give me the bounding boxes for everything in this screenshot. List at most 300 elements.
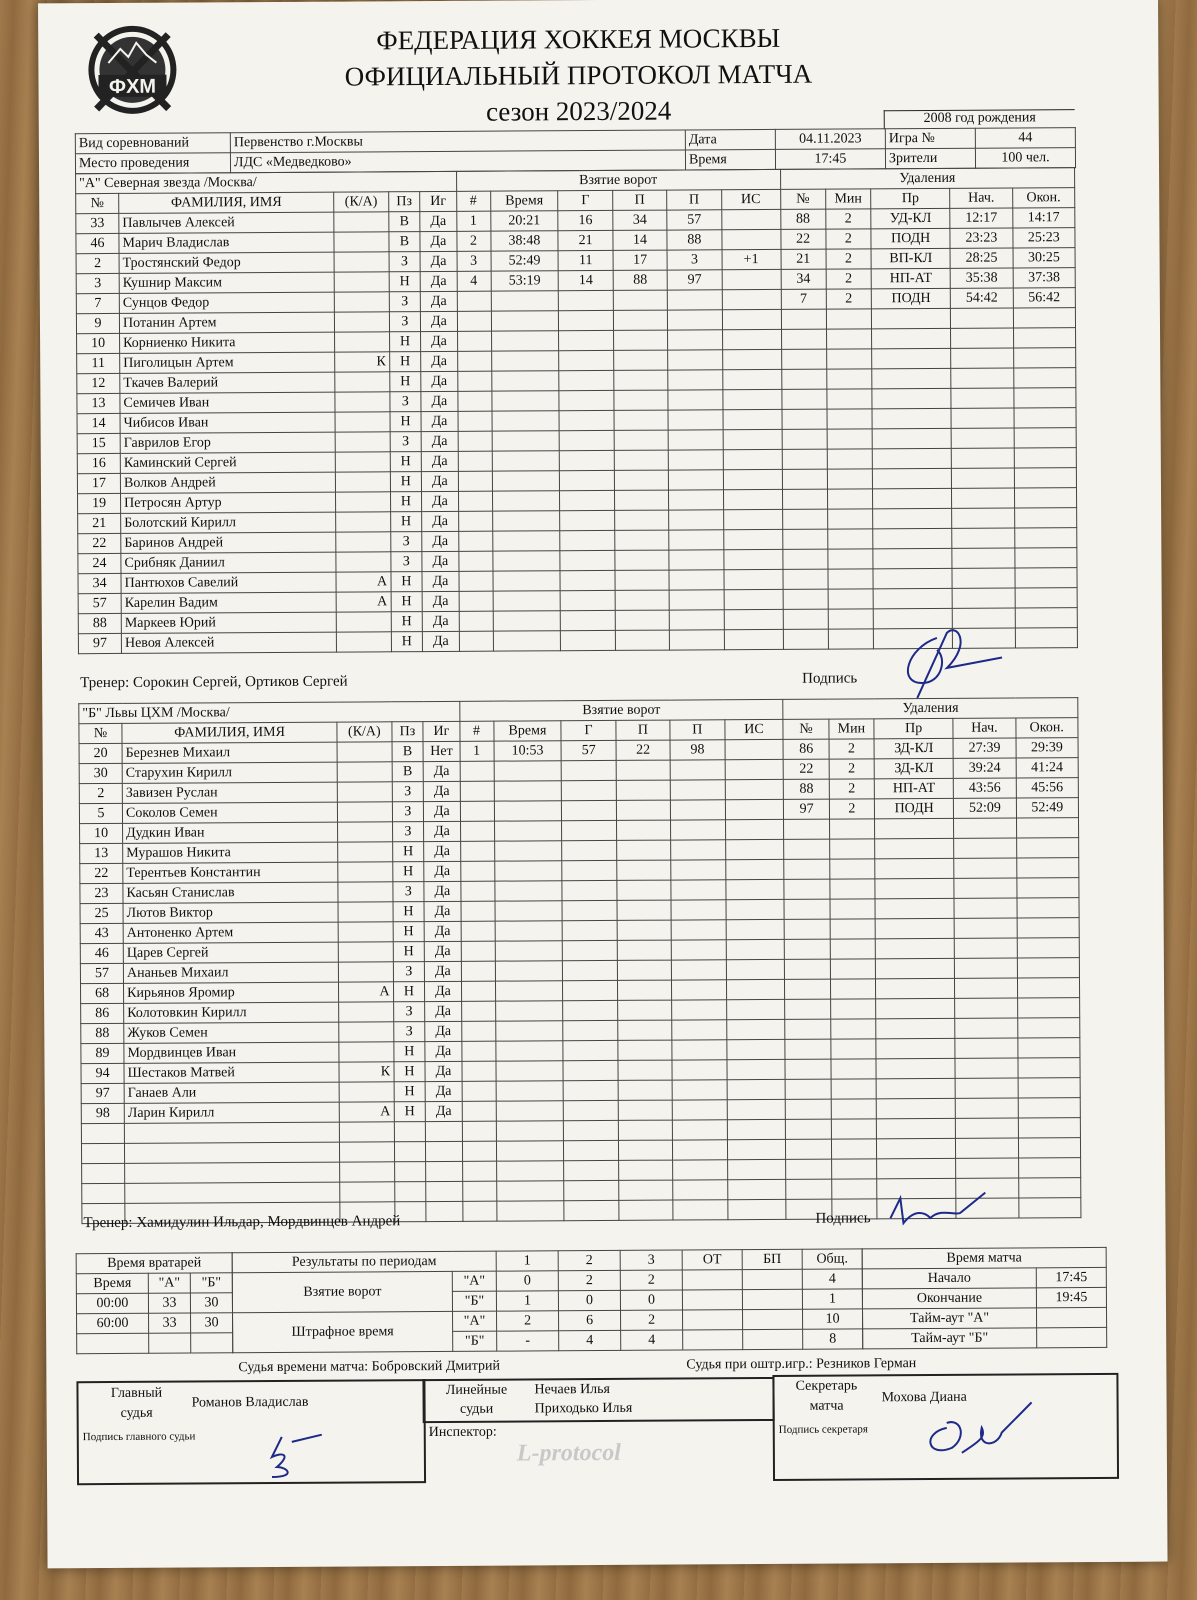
captain-header: (К/А)	[337, 722, 391, 742]
match-start-value: 17:45	[1036, 1267, 1106, 1287]
period-cell: 2	[497, 1311, 559, 1331]
period-cell: 0	[620, 1290, 682, 1310]
penalty-reason	[872, 428, 951, 448]
goalie-time-h-b: "Б"	[190, 1273, 232, 1293]
goal-scorer	[559, 390, 613, 410]
penalty-player	[784, 819, 829, 839]
player-number: 20	[79, 743, 122, 763]
penalty-minutes	[828, 549, 873, 569]
period-cell	[682, 1290, 742, 1310]
game-value: 44	[975, 128, 1075, 149]
goal-time	[491, 331, 559, 351]
player-position: З	[392, 782, 424, 802]
player-position: Н	[389, 332, 421, 352]
penalty-reason-header: Пр	[874, 718, 953, 738]
position-header: Пз	[391, 722, 423, 742]
player-name: Баринов Андрей	[121, 532, 336, 553]
penalty-start	[952, 548, 1014, 568]
penalty-reason	[877, 1138, 956, 1158]
goal-scorer	[559, 370, 613, 390]
player-role	[336, 612, 390, 632]
goal-time: 53:19	[491, 271, 559, 291]
player-number: 2	[76, 253, 119, 273]
penalty-reason	[875, 898, 954, 918]
player-position: Н	[389, 272, 421, 292]
goal-scorer	[560, 570, 614, 590]
player-role	[338, 862, 392, 882]
goal-strength	[722, 389, 781, 409]
total-header: Общ.	[802, 1249, 862, 1269]
goal-index	[458, 451, 492, 471]
goal-assist-1	[614, 430, 668, 450]
goal-strength	[725, 759, 784, 779]
timekeeper: Судья времени матча: Бобровский Дмитрий	[238, 1358, 501, 1376]
goal-strength	[721, 229, 780, 249]
referee-name: Романов Владислав	[191, 1394, 309, 1411]
penalty-end	[1014, 548, 1076, 568]
player-position: Н	[393, 902, 425, 922]
player-played: Да	[424, 901, 460, 921]
penalty-start	[955, 1058, 1017, 1078]
penalty-start	[956, 1118, 1018, 1138]
penalty-reason	[877, 1158, 956, 1178]
player-number-header: №	[79, 723, 122, 743]
goal-time	[495, 981, 563, 1001]
goal-strength	[725, 879, 784, 899]
player-position: З	[392, 882, 424, 902]
player-name: Пиголицын Артем	[120, 352, 335, 373]
goal-index	[458, 551, 492, 571]
goal-strength	[725, 779, 784, 799]
penalty-minutes: 2	[829, 739, 874, 759]
period-2-header: 2	[558, 1250, 620, 1270]
penalties-section-title: Удаления	[780, 168, 1075, 190]
assist-1-header: П	[612, 190, 666, 210]
penalty-end: 29:39	[1016, 738, 1078, 758]
player-played: Да	[422, 511, 458, 531]
goal-index	[458, 531, 492, 551]
penalty-start	[954, 818, 1016, 838]
goal-scorer	[564, 1200, 618, 1220]
player-position: З	[392, 802, 424, 822]
period-cell: 6	[559, 1310, 621, 1330]
goal-index	[457, 351, 491, 371]
player-name-header: ФАМИЛИЯ, ИМЯ	[119, 192, 334, 213]
goal-scorer	[564, 1080, 618, 1100]
player-position	[394, 1122, 426, 1142]
goal-assist-2	[668, 310, 722, 330]
goalie-time-cell: 30	[190, 1293, 232, 1313]
penalty-end	[1018, 1058, 1080, 1078]
team-a-sign-label: Подпись	[802, 670, 858, 687]
goal-index	[460, 821, 494, 841]
goalie-time-h-time: Время	[76, 1273, 148, 1293]
penalty-end: 25:23	[1013, 228, 1075, 248]
goal-strength	[726, 1019, 785, 1039]
penalty-end	[1018, 1078, 1080, 1098]
penalty-minutes	[828, 529, 873, 549]
penalty-start	[956, 1098, 1018, 1118]
player-role: К	[339, 1062, 393, 1082]
goal-assist-1: 22	[616, 740, 670, 760]
assist-2-header: П	[670, 720, 724, 740]
timeout-b-label: Тайм-аут "Б"	[863, 1328, 1037, 1349]
penalty-player	[784, 879, 829, 899]
goal-scorer	[564, 1160, 618, 1180]
player-number	[81, 1123, 124, 1143]
player-played: Да	[421, 411, 457, 431]
penalty-reason	[875, 878, 954, 898]
player-played: Да	[422, 571, 458, 591]
player-position	[394, 1142, 426, 1162]
goal-scorer: 21	[558, 230, 612, 250]
player-position: Н	[394, 1062, 426, 1082]
penalty-reason	[875, 918, 954, 938]
player-played: Да	[421, 391, 457, 411]
goal-index: 3	[457, 251, 491, 271]
team-a-marker: "А"	[452, 1271, 496, 1291]
goal-strength	[725, 739, 784, 759]
penalty-player	[782, 429, 827, 449]
penalty-player	[783, 629, 828, 649]
goal-assist-2	[672, 1040, 726, 1060]
penalty-reason	[875, 958, 954, 978]
player-name: Петросян Артур	[121, 492, 336, 513]
goal-scorer	[560, 430, 614, 450]
goal-time	[494, 841, 562, 861]
player-name: Касьян Станислав	[123, 882, 338, 903]
penalty-reason	[873, 528, 952, 548]
penalty-player: 22	[784, 759, 829, 779]
player-played: Да	[424, 821, 460, 841]
competition-value: Первенство г.Москвы	[230, 130, 685, 153]
penalty-player: 21	[781, 249, 826, 269]
goal-time	[493, 571, 561, 591]
player-played: Да	[420, 231, 456, 251]
penalty-minutes-header: Мин	[825, 189, 870, 209]
penalty-start	[951, 368, 1013, 388]
penalty-reason: ВП-КЛ	[871, 248, 950, 268]
goal-assist-2	[669, 590, 723, 610]
fhm-logo	[78, 23, 187, 119]
period-results-table	[232, 1248, 864, 1353]
goal-index	[460, 881, 494, 901]
goal-assist-2: 98	[670, 740, 724, 760]
goal-strength	[724, 569, 783, 589]
player-played: Да	[422, 491, 458, 511]
goal-assist-1	[617, 900, 671, 920]
player-number: 86	[81, 1003, 124, 1023]
player-role	[340, 1182, 394, 1202]
goal-scorer: 16	[558, 210, 612, 230]
goal-index-header: #	[456, 191, 490, 211]
player-position: Н	[390, 412, 422, 432]
goal-index	[457, 311, 491, 331]
team-a-marker: "А"	[453, 1311, 497, 1331]
player-number: 15	[77, 433, 120, 453]
player-position: З	[389, 252, 421, 272]
goal-assist-1	[614, 450, 668, 470]
goal-time	[496, 1141, 564, 1161]
goal-index	[461, 981, 495, 1001]
goal-time	[495, 1061, 563, 1081]
goalie-time-h-a: "А"	[148, 1273, 190, 1293]
goal-index	[461, 961, 495, 981]
goal-assist-1	[615, 530, 669, 550]
goal-assist-1	[614, 510, 668, 530]
goal-assist-2	[668, 430, 722, 450]
inspector-label: Инспектор:	[428, 1424, 497, 1441]
player-name: Терентьев Константин	[123, 862, 338, 883]
penalty-reason	[876, 1058, 955, 1078]
goal-assist-1	[613, 350, 667, 370]
period-cell: 2	[621, 1310, 683, 1330]
player-position: З	[393, 962, 425, 982]
penalty-minutes	[826, 309, 871, 329]
player-role	[336, 492, 390, 512]
penalty-minutes: 2	[829, 759, 874, 779]
penalty-minutes: 2	[829, 779, 874, 799]
player-role	[339, 1022, 393, 1042]
played-header: Иг	[423, 721, 459, 741]
penalty-start: 54:42	[951, 288, 1013, 308]
goal-assist-1	[613, 290, 667, 310]
goal-scorer	[562, 820, 616, 840]
goal-time	[492, 531, 560, 551]
goal-scorer	[562, 860, 616, 880]
strength-header: ИС	[721, 189, 780, 209]
penalty-end	[1017, 998, 1079, 1018]
player-played: Да	[424, 881, 460, 901]
penalty-end	[1014, 448, 1076, 468]
goalie-time-cell: 33	[149, 1313, 191, 1333]
penalty-player	[784, 899, 829, 919]
period-cell	[682, 1270, 742, 1290]
goal-assist-1	[615, 590, 669, 610]
penalty-start	[956, 1138, 1018, 1158]
player-played: Да	[425, 1101, 461, 1121]
penalty-start	[955, 1078, 1017, 1098]
goal-strength	[722, 329, 781, 349]
goal-assist-2	[672, 1020, 726, 1040]
goal-index	[462, 1141, 496, 1161]
goal-assist-2	[668, 370, 722, 390]
penalty-minutes	[831, 1159, 876, 1179]
goal-time: 52:49	[491, 251, 559, 271]
player-played: Нет	[423, 741, 459, 761]
penalty-end	[1017, 1038, 1079, 1058]
penalty-reason: УД-КЛ	[871, 208, 950, 228]
goal-strength	[723, 449, 782, 469]
goal-time	[493, 591, 561, 611]
goal-assist-1	[617, 1000, 671, 1020]
logo-text: ФХМ	[108, 75, 157, 98]
player-played: Да	[422, 591, 458, 611]
player-number: 98	[81, 1103, 124, 1123]
player-position: З	[390, 432, 422, 452]
player-played: Да	[425, 981, 461, 1001]
goal-index	[461, 901, 495, 921]
game-label: Игра №	[885, 128, 975, 149]
player-role	[338, 942, 392, 962]
player-role	[337, 762, 391, 782]
goal-scorer	[562, 800, 616, 820]
goal-scorer	[563, 940, 617, 960]
player-position: Н	[393, 982, 425, 1002]
penalty-end-header: Окон.	[1012, 188, 1074, 208]
penalty-minutes	[831, 1119, 876, 1139]
goal-assist-2	[672, 1080, 726, 1100]
goal-strength	[727, 1139, 786, 1159]
penalty-reason	[872, 388, 951, 408]
player-played: Да	[422, 611, 458, 631]
penalty-end	[1018, 1138, 1080, 1158]
player-name: Маркеев Юрий	[121, 612, 336, 633]
pim-row-label: Штрафное время	[233, 1311, 453, 1352]
penalty-end	[1013, 328, 1075, 348]
period-cell: 0	[558, 1290, 620, 1310]
goalie-time-cell: 30	[191, 1313, 233, 1333]
penalty-player	[786, 1079, 831, 1099]
player-name: Сунцов Федор	[119, 292, 334, 313]
penalty-start	[954, 898, 1016, 918]
penalty-reason: ПОДН	[871, 228, 950, 248]
goal-assist-1	[614, 490, 668, 510]
player-number: 11	[77, 353, 120, 373]
penalty-end	[1014, 508, 1076, 528]
goal-index	[460, 841, 494, 861]
period-cell: 2	[620, 1270, 682, 1290]
competition-label: Вид соревнований	[75, 133, 230, 154]
penalty-player: 88	[780, 209, 825, 229]
timeout-a-label: Тайм-аут "А"	[863, 1308, 1037, 1329]
goal-index	[457, 291, 491, 311]
penalty-minutes	[827, 489, 872, 509]
penalty-minutes-header: Мин	[829, 719, 874, 739]
player-name: Ларин Кирилл	[124, 1102, 339, 1123]
goal-assist-1: 88	[613, 270, 667, 290]
secretary-name: Мохова Диана	[881, 1389, 967, 1406]
penalty-player	[782, 449, 827, 469]
penalty-reason	[872, 408, 951, 428]
goal-time	[493, 631, 561, 651]
penalty-end: 41:24	[1016, 758, 1078, 778]
penalty-minutes	[827, 369, 872, 389]
penalty-start	[952, 448, 1014, 468]
goal-time	[496, 1161, 564, 1181]
goal-strength: +1	[722, 249, 781, 269]
penalty-player	[782, 529, 827, 549]
goal-time	[492, 431, 560, 451]
goal-assist-1	[617, 860, 671, 880]
penalty-end	[1014, 408, 1076, 428]
goal-assist-1	[617, 940, 671, 960]
player-position: З	[389, 292, 421, 312]
goal-assist-1	[618, 1020, 672, 1040]
period-cell	[683, 1310, 743, 1330]
player-played	[426, 1141, 462, 1161]
player-name	[125, 1182, 340, 1203]
goal-assist-2	[669, 570, 723, 590]
goal-time	[494, 861, 562, 881]
penalty-player	[785, 1039, 830, 1059]
goal-assist-2	[670, 760, 724, 780]
penalty-reason	[876, 998, 955, 1018]
penalty-start	[951, 348, 1013, 368]
goal-scorer	[562, 900, 616, 920]
penalty-player: 88	[784, 779, 829, 799]
player-position: Н	[391, 572, 423, 592]
period-cell: 8	[803, 1329, 863, 1349]
goal-strength	[724, 609, 783, 629]
penalty-start	[956, 1158, 1018, 1178]
penalty-minutes	[829, 839, 874, 859]
player-role	[336, 532, 390, 552]
player-name: Срибняк Даниил	[121, 552, 336, 573]
goal-strength	[726, 979, 785, 999]
penalty-end	[1018, 1198, 1080, 1218]
player-number: 14	[77, 413, 120, 433]
goal-index	[461, 1041, 495, 1061]
penalty-minutes	[828, 629, 873, 649]
penalty-end	[1013, 368, 1075, 388]
player-played	[426, 1181, 462, 1201]
penalty-end: 14:17	[1012, 208, 1074, 228]
penalty-start	[955, 938, 1017, 958]
match-protocol-sheet	[38, 0, 1168, 1568]
penalty-player	[786, 1179, 831, 1199]
goal-scorer	[562, 880, 616, 900]
goal-assist-2: 88	[667, 230, 721, 250]
player-number: 94	[81, 1063, 124, 1083]
goal-strength	[727, 1059, 786, 1079]
player-role	[337, 742, 391, 762]
match-end-label: Окончание	[862, 1288, 1036, 1309]
goal-time: 20:21	[490, 211, 558, 231]
goal-time	[496, 1081, 564, 1101]
player-name-header: ФАМИЛИЯ, ИМЯ	[122, 722, 337, 743]
goal-assist-1	[617, 920, 671, 940]
penalty-end: 56:42	[1013, 288, 1075, 308]
goal-strength	[726, 959, 785, 979]
penalty-player	[785, 1019, 830, 1039]
penalty-player	[785, 999, 830, 1019]
penalty-start	[955, 1038, 1017, 1058]
goal-assist-2	[669, 490, 723, 510]
penalties-section-title: Удаления	[783, 698, 1078, 720]
goal-assist-1	[618, 1120, 672, 1140]
goal-time	[492, 411, 560, 431]
penalty-reason: ЗД-КЛ	[874, 758, 953, 778]
goal-strength	[726, 939, 785, 959]
penalty-minutes	[830, 899, 875, 919]
player-role	[334, 292, 388, 312]
overtime-header: ОТ	[682, 1250, 742, 1270]
goal-index	[460, 861, 494, 881]
player-name: Ганаев Али	[124, 1082, 339, 1103]
penalty-start	[954, 878, 1016, 898]
player-name	[125, 1162, 340, 1183]
goal-strength	[725, 799, 784, 819]
player-name: Невоя Алексей	[121, 632, 336, 653]
l-protocol-watermark: L-protocol	[516, 1439, 621, 1467]
penalty-start	[954, 858, 1016, 878]
player-position: Н	[389, 352, 421, 372]
penalty-reason	[872, 368, 951, 388]
penalty-start	[952, 488, 1014, 508]
player-number: 33	[76, 213, 119, 233]
goal-time	[495, 961, 563, 981]
